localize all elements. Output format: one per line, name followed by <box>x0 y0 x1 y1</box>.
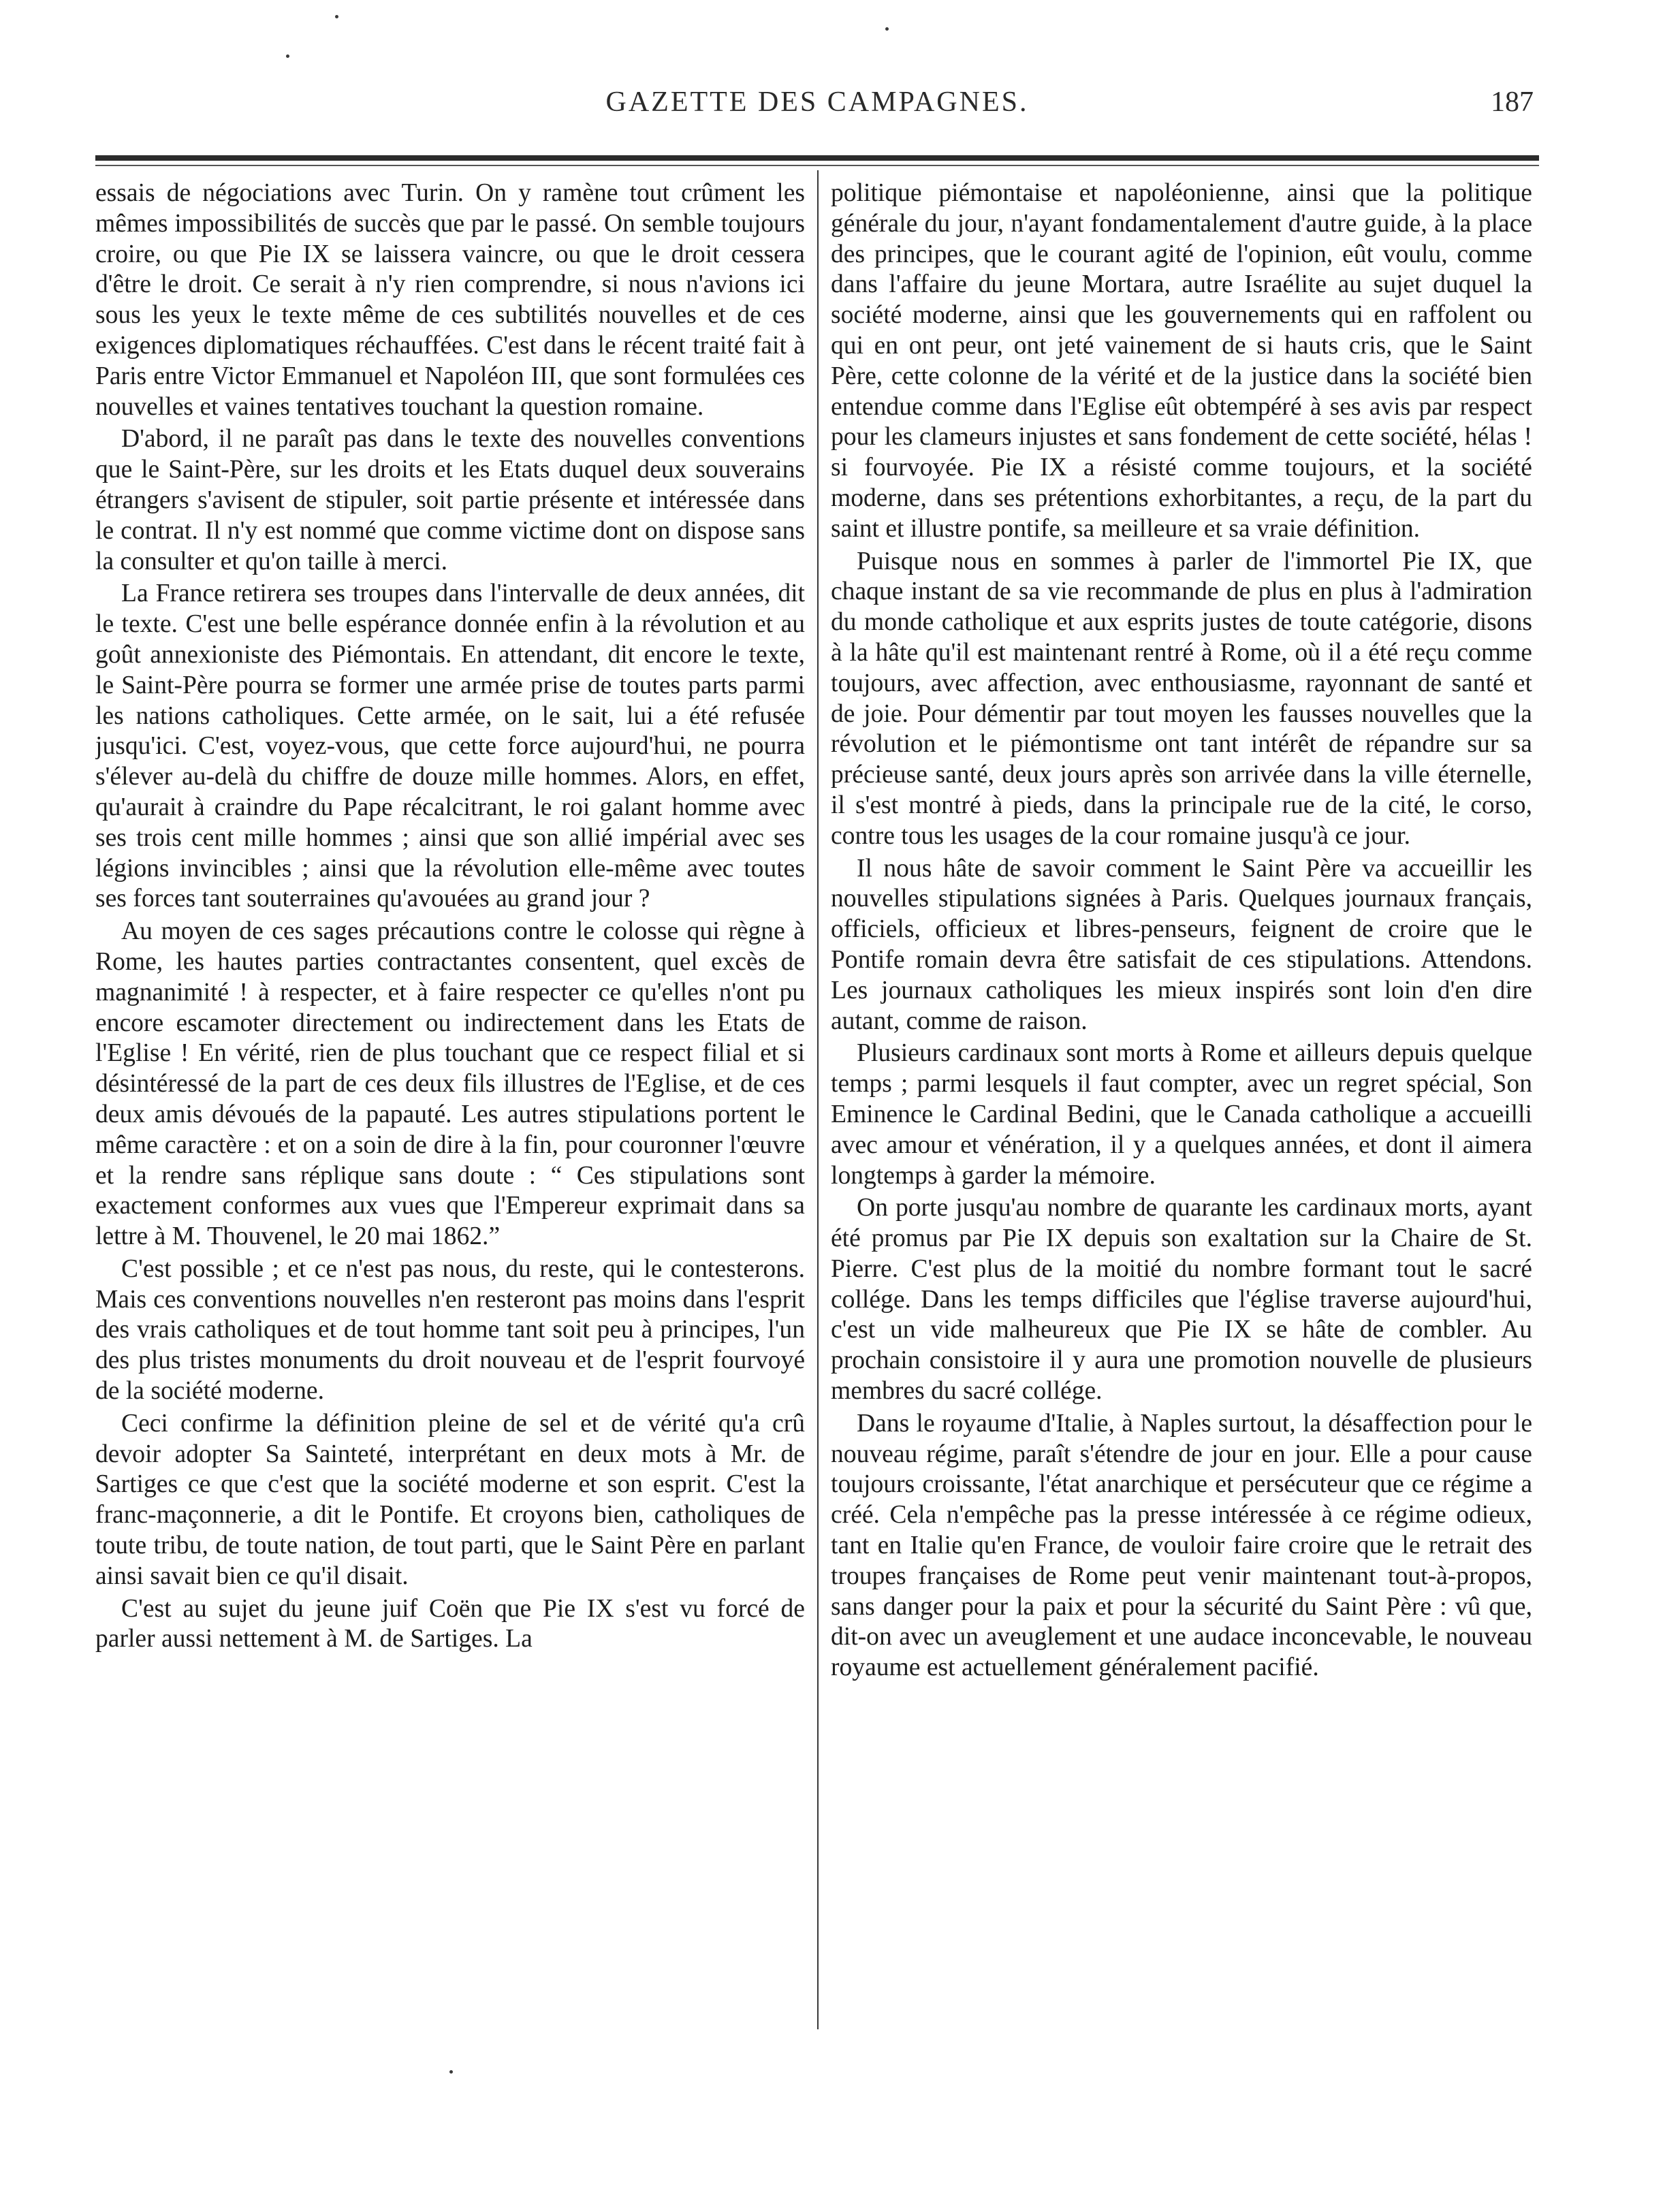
paragraph: Puisque nous en sommes à parler de l'immortel Pie IX, que chaque instant de sa vie recommande de plus en plus à l'admiration du monde catholique et aux esprits justes de toute catégorie, disons à la hâte qu'il est maintenant rentré à Rome, où il a été reçu comme toujours, avec affection, avec enthousiasme, rayonnant de santé et de joie. Pour démentir par tout moyen les fausses nouvelles que la révolution et le piémontisme ont tant intérêt de répandre sur sa précieuse santé, deux jours après son arrivée dans la ville éternelle, il s'est montré à pieds, dans la principale rue de la cité, le corso, contre tous les usages de la cour romaine jusqu'à ce jour. <box>831 547 1532 850</box>
right-column <box>831 178 1532 2031</box>
print-speck <box>885 27 889 31</box>
print-speck <box>286 54 289 58</box>
page-header <box>95 80 1539 142</box>
paragraph: Il nous hâte de savoir comment le Saint Père va accueillir les nouvelles stipulations signées à Paris. Quelques journaux français, officiels, officieux et libres-penseurs, feignent de croire que le Pontife romain devra être satisfait de ces stipulations. Attendons. Les journaux catholiques les mieux inspirés sont loin d'en dire autant, comme de raison. <box>831 854 1532 1035</box>
print-speck <box>335 15 338 18</box>
paragraph: politique piémontaise et napoléonienne, ainsi que la politique générale du jour, n'ayant fondamentalement d'autre guide, à la place des principes, que le courant agité de l'opinion, eût voulu, comme dans l'affaire du jeune Mortara, autre Israélite au sujet duquel la société moderne, ainsi que les gouvernements qui en raffolent ou qui en ont peur, ont jeté vainement de si hauts cris, que le Saint Père, cette colonne de la vérité et de la justice dans la société bien entendue comme dans l'Eglise eût obtempéré à ses avis par respect pour les clameurs injustes et sans fondement de cette société, hélas ! si fourvoyée. Pie IX a résisté comme toujours, et la société moderne, dans ses prétentions exhorbitantes, a reçu, de la part du saint et illustre pontife, sa meilleure et sa vraie définition. <box>831 179 1532 543</box>
paragraph: La France retirera ses troupes dans l'intervalle de deux années, dit le texte. C'est une belle espérance donnée enfin à la révolution et au goût annexioniste des Piémontais. En attendant, dit encore le texte, le Saint-Père pourra se former une armée prise de toutes parts parmi les nations catholiques. Cette armée, on le sait, lui a été refusée jusqu'ici. C'est, voyez-vous, que cette force aujourd'hui, ne pourra s'élever au-delà du chiffre de douze mille hommes. Alors, en effet, qu'aurait à craindre du Pape récalcitrant, le roi galant homme avec ses trois cent mille hommes ; ainsi que son allié impérial avec ses légions invincibles ; ainsi que la révolution elle-même avec toutes ses forces tant souterraines qu'avouées au grand jour ? <box>95 580 805 913</box>
paragraph: Plusieurs cardinaux sont morts à Rome et ailleurs depuis quelque temps ; parmi lesquels il faut compter, avec un regret spécial, Son Eminence le Cardinal Bedini, que le Canada catholique a accueilli avec amour et vénération, il y a quelques années, et dont il aimera longtemps à garder la mémoire. <box>831 1039 1532 1190</box>
left-column <box>95 178 805 2031</box>
paragraph: essais de négociations avec Turin. On y ramène tout crûment les mêmes impossibilités de succès que par le passé. On semble toujours croire, ou que Pie IX se laissera vaincre, ou que le droit cessera d'être le droit. Ce serait à n'y rien comprendre, si nous n'avions ici sous les yeux le texte même de ces subtilités nouvelles et de ces exigences diplomatiques réchauffées. C'est dans le récent traité fait à Paris entre Victor Emmanuel et Napoléon III, que sont formulées ces nouvelles et vaines tentatives touchant la question romaine. <box>95 179 805 421</box>
paragraph: On porte jusqu'au nombre de quarante les cardinaux morts, ayant été promus par Pie IX depuis son exaltation sur la Chaire de St. Pierre. C'est plus de la moitié du nombre formant tout le sacré collége. Dans les temps difficiles que l'église traverse aujourd'hui, c'est un vide malheureux que Pie IX se hâte de combler. Au prochain consistoire il y aura une promotion nouvelle de plusieurs membres du sacré collége. <box>831 1194 1532 1406</box>
print-speck <box>449 2070 453 2074</box>
column-divider <box>817 170 819 2029</box>
paragraph: Ceci confirme la définition pleine de sel et de vérité qu'a crû devoir adopter Sa Sainteté, interprétant en deux mots à Mr. de Sartiges ce que c'est que la société moderne et son esprit. C'est la franc-maçonnerie, a dit le Pontife. Et croyons bien, catholiques de toute tribu, de toute nation, de tout parti, que le Saint Père en parlant ainsi savait bien ce qu'il disait. <box>95 1409 805 1590</box>
paragraph: C'est au sujet du jeune juif Coën que Pie IX s'est vu forcé de parler aussi nettement à M. de Sartiges. La <box>95 1594 805 1653</box>
paragraph: Dans le royaume d'Italie, à Naples surtout, la désaffection pour le nouveau régime, paraît s'étendre de jour en jour. Elle a pour cause toujours croissante, l'état anarchique et persécuteur que ce régime a créé. Cela n'empêche pas la presse intéressée à ce régime odieux, tant en Italie qu'en France, de vouloir faire croire que le retrait des troupes françaises de Rome peut venir maintenant tout-à-propos, sans danger pour la paix et pour la sécurité du Saint Père : vû que, dit-on avec un aveuglement et une audace inconcevable, le nouveau royaume est actuellement généralement pacifié. <box>831 1409 1532 1682</box>
header-rule-thin <box>95 165 1539 166</box>
paragraph: Au moyen de ces sages précautions contre le colosse qui règne à Rome, les hautes parties contractantes consentent, quel excès de magnanimité ! à respecter, et à faire respecter ce qu'elles n'ont pu encore escamoter directement ou indirectement dans les Etats de l'Eglise ! En vérité, rien de plus touchant que ce respect filial et si désintéressé de la part de ces deux fils illustres de l'Eglise, et de ces deux amis dévoués de la papauté. Les autres stipulations portent le même caractère : et on a soin de dire à la fin, pour couronner l'œuvre et la rendre sans réplique sans doute : “ Ces stipulations sont exactement conformes aux vues que l'Empereur exprimait dans sa lettre à M. Thouvenel, le 20 mai 1862.” <box>95 917 805 1251</box>
header-rule-thick <box>95 155 1539 161</box>
running-title: GAZETTE DES CAMPAGNES. <box>605 86 1029 118</box>
paragraph: C'est possible ; et ce n'est pas nous, du reste, qui le contesterons. Mais ces conventions nouvelles n'en resteront pas moins dans l'esprit des vrais catholiques et de tout homme tant soit peu à principes, l'un des plus tristes monuments du droit nouveau et de l'esprit fourvoyé de la société moderne. <box>95 1254 805 1406</box>
paragraph: D'abord, il ne paraît pas dans le texte des nouvelles conventions que le Saint-Père, sur les droits et les Etats duquel deux souverains étrangers s'avisent de stipuler, soit partie présente et intéressée dans le contrat. Il n'y est nommé que comme victime dont on dispose sans la consulter et qu'on taille à merci. <box>95 425 805 575</box>
page-number: 187 <box>1491 86 1534 118</box>
